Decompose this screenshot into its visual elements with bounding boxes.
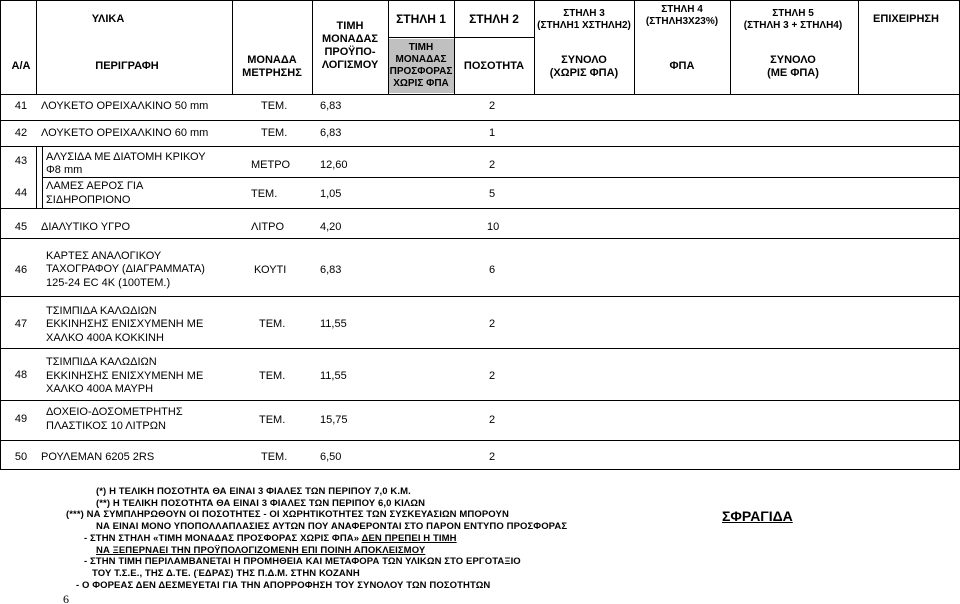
row-45-aa: 45 — [14, 221, 28, 233]
header-unit-line1: ΜΟΝΑΔΑ — [247, 54, 297, 66]
row-43-description-line2: Φ8 mm — [46, 164, 83, 176]
header-budget-line3: ΠΡΟΫΠΟ- — [324, 46, 376, 58]
grid-row-line — [0, 0, 960, 1]
row-41-price: 6,83 — [320, 100, 342, 112]
footer-notes — [58, 486, 567, 591]
header-description: ΠΕΡΙΓΡΑΦΗ — [95, 60, 159, 72]
row-47-description-line1: ΤΣΙΜΠΙΔΑ ΚΑΛΩΔΙΩΝ — [46, 305, 157, 317]
row-45-unit: ΛΙΤΡΟ — [251, 221, 285, 233]
header-aa: Α/Α — [11, 60, 31, 72]
header-column2-title: ΣΤΗΛΗ 2 — [469, 12, 519, 26]
header-column5-title-line1: ΣΤΗΛΗ 5 — [772, 8, 814, 19]
row-46-price: 6,83 — [320, 264, 342, 276]
grid-row-line — [0, 208, 960, 209]
row-45-description: ΔΙΑΛΥΤΙΚΟ ΥΓΡΟ — [41, 221, 131, 233]
header-column3-title-line2: (ΣΤΗΛΗ1 ΧΣΤΗΛΗ2) — [537, 20, 631, 31]
row-41-unit: ΤΕΜ. — [261, 100, 288, 112]
row-50-qty: 2 — [489, 451, 496, 463]
row-50-description: ΡΟΥΛΕΜΑΝ 6205 2RS — [41, 451, 155, 463]
footer-note-3b: ΝΑ ΕΙΝΑΙ ΜΟΝΟ ΥΠΟΠΟΛΛΑΠΛΑΣΙΕΣ ΑΥΤΩΝ ΠΟΥ ΑΝΑΦΕΡΟΝΤΑΙ ΣΤΟ ΠΑΡΟΝ ΕΝΤΥΠΟ ΠΡΟΣΦΟΡΑΣ — [96, 521, 568, 533]
row-48-unit: ΤΕΜ. — [259, 370, 286, 382]
footer-bullet-1-warning: ΔΕΝ ΠΡΕΠΕΙ Η ΤΙΜΗ — [361, 532, 457, 544]
stamp-label: ΣΦΡΑΓΙΔΑ — [722, 508, 793, 524]
header-column4-label: ΦΠΑ — [669, 60, 695, 72]
row-42-unit: ΤΕΜ. — [261, 127, 288, 139]
row-49-qty: 2 — [489, 414, 496, 426]
row-42-aa: 42 — [14, 127, 28, 139]
row-42-qty: 1 — [489, 127, 496, 139]
grid-column-line — [312, 0, 313, 94]
row-49-unit: ΤΕΜ. — [259, 414, 286, 426]
grid-column-line — [42, 146, 43, 208]
grid-column-line — [36, 0, 37, 94]
footer-note-1: (*) Η ΤΕΛΙΚΗ ΠΟΣΟΤΗΤΑ ΘΑ ΕΙΝΑΙ 3 ΦΙΑΛΕΣ ΤΩΝ ΠΕΡΙΠΟΥ 7,0 Κ.Μ. — [96, 486, 411, 497]
grid-column-line — [454, 0, 455, 94]
header-materials: ΥΛΙΚΑ — [91, 13, 125, 25]
grid-row-line — [0, 146, 960, 147]
row-44-aa: 44 — [14, 187, 28, 199]
grid-column-line — [388, 0, 389, 94]
row-47-description-line3: ΧΑΛΚΟ 400Α ΚΟΚΚΙΝΗ — [46, 332, 164, 344]
header-column3-label-line1: ΣΥΝΟΛΟ — [561, 54, 607, 66]
header-column1-line2: ΜΟΝΑΔΑΣ — [395, 54, 447, 65]
footer-bullet-1 — [58, 533, 567, 545]
row-42-description: ΛΟΥΚΕΤΟ ΟΡΕΙΧΑΛΚΙΝΟ 60 mm — [41, 127, 209, 139]
row-44-unit: ΤΕΜ. — [251, 188, 278, 200]
footer-bullet-2: - ΣΤΗΝ ΤΙΜΗ ΠΕΡΙΛΑΜΒΑΝΕΤΑΙ Η ΠΡΟΜΗΘΕΙΑ ΚΑΙ ΜΕΤΑΦΟΡΑ ΤΩΝ ΥΛΙΚΩΝ ΣΤΟ ΕΡΓΟΤΑΞΙΟ — [84, 556, 521, 568]
row-50-price: 6,50 — [320, 451, 342, 463]
grid-column-line — [858, 0, 859, 94]
header-unit-line2: ΜΕΤΡΗΣΗΣ — [242, 67, 302, 79]
grid-row-line — [388, 37, 534, 38]
grid-row-line — [0, 94, 960, 95]
row-43-aa: 43 — [14, 155, 28, 167]
footer-bullet-3: - Ο ΦΟΡΕΑΣ ΔΕΝ ΔΕΣΜΕΥΕΤΑΙ ΓΙΑ ΤΗΝ ΑΠΟΡΡΟΦΗΣΗ ΤΟΥ ΣΥΝΟΛΟΥ ΤΩΝ ΠΟΣΟΤΗΤΩΝ — [76, 579, 491, 591]
grid-row-line — [0, 296, 960, 297]
header-column3-label-line2: (ΧΩΡΙΣ ΦΠΑ) — [549, 67, 619, 79]
row-45-price: 4,20 — [320, 221, 342, 233]
row-45-qty: 10 — [487, 221, 500, 233]
row-48-qty: 2 — [489, 370, 496, 382]
header-column1-title: ΣΤΗΛΗ 1 — [396, 12, 446, 26]
row-44-description-line1: ΛΑΜΕΣ ΑΕΡΟΣ ΓΙΑ — [46, 180, 144, 192]
header-budget-line2: ΜΟΝΑΔΑΣ — [321, 33, 379, 45]
header-budget-line1: ΤΙΜΗ — [336, 20, 364, 32]
row-50-aa: 50 — [14, 451, 28, 463]
grid-row-line — [0, 469, 960, 470]
row-46-qty: 6 — [489, 264, 496, 276]
footer-bullet-1-continuation: ΝΑ ΞΕΠΕΡΝΑΕΙ ΤΗΝ ΠΡΟΫΠΟΛΟΓΙΖΟΜΕΝΗ ΕΠΙ ΠΟΙΝΗ ΑΠΟΚΛΕΙΣΜΟΥ — [96, 544, 426, 556]
grid-column-line — [0, 0, 1, 94]
grid-column-line — [0, 94, 1, 469]
row-44-qty: 5 — [489, 188, 496, 200]
row-48-description-line2: ΕΚΚΙΝΗΣΗΣ ΕΝΙΣΧΥΜΕΝΗ ΜΕ — [46, 370, 204, 382]
footer-bullet-2-continuation: ΤΟΥ Τ.Σ.Ε., ΤΗΣ Δ.ΤΕ. (ΈΔΡΑΣ) ΤΗΣ Π.Δ.Μ. ΣΤΗΝ ΚΟΖΑΝΗ — [92, 567, 360, 579]
grid-column-line — [634, 0, 635, 94]
header-column3-title-line1: ΣΤΗΛΗ 3 — [563, 8, 605, 19]
grid-row-line — [0, 120, 960, 121]
header-column5-title-line2: (ΣΤΗΛΗ 3 + ΣΤΗΛΗ4) — [743, 20, 843, 31]
row-44-description-line2: ΣΙΔΗΡΟΠΡΙΟΝΟ — [46, 194, 131, 206]
row-49-aa: 49 — [14, 413, 28, 425]
row-46-unit: ΚΟΥΤΙ — [254, 264, 287, 276]
row-48-description-line3: ΧΑΛΚΟ 400Α ΜΑΥΡΗ — [46, 383, 154, 395]
header-column1-line3: ΠΡΟΣΦΟΡΑΣ — [389, 66, 453, 77]
row-49-description-line1: ΔΟΧΕΙΟ-ΔΟΣΟΜΕΤΡΗΤΗΣ — [46, 406, 183, 418]
row-43-price: 12,60 — [320, 159, 348, 171]
row-41-qty: 2 — [489, 100, 496, 112]
row-47-qty: 2 — [489, 318, 496, 330]
grid-column-line — [730, 0, 731, 94]
row-46-aa: 46 — [14, 264, 28, 276]
grid-row-line — [0, 348, 960, 349]
row-43-unit: ΜΕΤΡΟ — [251, 159, 291, 171]
row-47-description-line2: ΕΚΚΙΝΗΣΗΣ ΕΝΙΣΧΥΜΕΝΗ ΜΕ — [46, 318, 204, 330]
footer-bullet-1-text: - ΣΤΗΝ ΣΤΗΛΗ «ΤΙΜΗ ΜΟΝΑΔΑΣ ΠΡΟΣΦΟΡΑΣ ΧΩΡΙΣ ΦΠΑ» — [84, 532, 362, 544]
row-43-qty: 2 — [489, 159, 496, 171]
header-company: ΕΠΙΧΕΙΡΗΣΗ — [873, 13, 939, 25]
footer-note-3: (***) ΝΑ ΣΥΜΠΛΗΡΩΘΟΥΝ ΟΙ ΠΟΣΟΤΗΤΕΣ - ΟΙ ΧΩΡΗΤΙΚΟΤΗΤΕΣ ΤΩΝ ΣΥΣΚΕΥΑΣΙΩΝ ΜΠΟΡΟΥΝ — [66, 509, 509, 521]
row-47-price: 11,55 — [320, 318, 347, 330]
grid-row-line — [0, 400, 960, 401]
header-column4-title-line2: (ΣΤΗΛΗ3Χ23%) — [645, 16, 719, 27]
grid-column-line — [534, 0, 535, 94]
row-50-unit: ΤΕΜ. — [261, 451, 288, 463]
grid-row-line — [42, 177, 960, 178]
header-column1-line1: ΤΙΜΗ — [408, 42, 434, 53]
row-46-description-line1: ΚΑΡΤΕΣ ΑΝΑΛΟΓΙΚΟΥ — [46, 250, 162, 262]
row-43-description-line1: ΑΛΥΣΙΔΑ ΜΕ ΔΙΑΤΟΜΗ ΚΡΙΚΟΥ — [46, 151, 206, 163]
row-46-description-line2: ΤΑΧΟΓΡΑΦΟΥ (ΔΙΑΓΡΑΜΜΑΤΑ) — [46, 263, 205, 275]
grid-row-line — [0, 440, 960, 441]
grid-column-line — [232, 0, 233, 94]
header-column1-line4: ΧΩΡΙΣ ΦΠΑ — [393, 78, 449, 89]
header-column5-label-line1: ΣΥΝΟΛΟ — [770, 54, 816, 66]
header-column4-title-line1: ΣΤΗΛΗ 4 — [661, 4, 703, 15]
footer-note-2: (**) Η ΤΕΛΙΚΗ ΠΟΣΟΤΗΤΑ ΘΑ ΕΙΝΑΙ 3 ΦΙΑΛΕΣ ΤΩΝ ΠΕΡΙΠΟΥ 6,0 ΚΙΛΩΝ — [96, 497, 426, 509]
row-47-aa: 47 — [14, 318, 28, 330]
row-49-price: 15,75 — [320, 414, 348, 426]
row-41-aa: 41 — [14, 100, 28, 112]
grid-row-line — [0, 238, 960, 239]
header-budget-line4: ΛΟΓΙΣΜΟΥ — [321, 59, 379, 71]
row-46-description-line3: 125-24 EC 4K (100ΤΕΜ.) — [46, 277, 171, 289]
page-number: 6 — [63, 592, 69, 604]
header-column2-label: ΠΟΣΟΤΗΤΑ — [463, 60, 525, 72]
row-42-price: 6,83 — [320, 127, 342, 139]
grid-column-line — [36, 146, 37, 208]
header-column5-label-line2: (ΜΕ ΦΠΑ) — [767, 67, 819, 79]
row-44-price: 1,05 — [320, 188, 342, 200]
row-41-description: ΛΟΥΚΕΤΟ ΟΡΕΙΧΑΛΚΙΝΟ 50 mm — [41, 100, 209, 112]
row-48-aa: 48 — [14, 369, 28, 381]
row-48-price: 11,55 — [320, 370, 347, 382]
row-47-unit: ΤΕΜ. — [259, 318, 286, 330]
row-48-description-line1: ΤΣΙΜΠΙΔΑ ΚΑΛΩΔΙΩΝ — [46, 356, 157, 368]
row-49-description-line2: ΠΛΑΣΤΙΚΟΣ 10 ΛΙΤΡΩΝ — [46, 420, 166, 432]
